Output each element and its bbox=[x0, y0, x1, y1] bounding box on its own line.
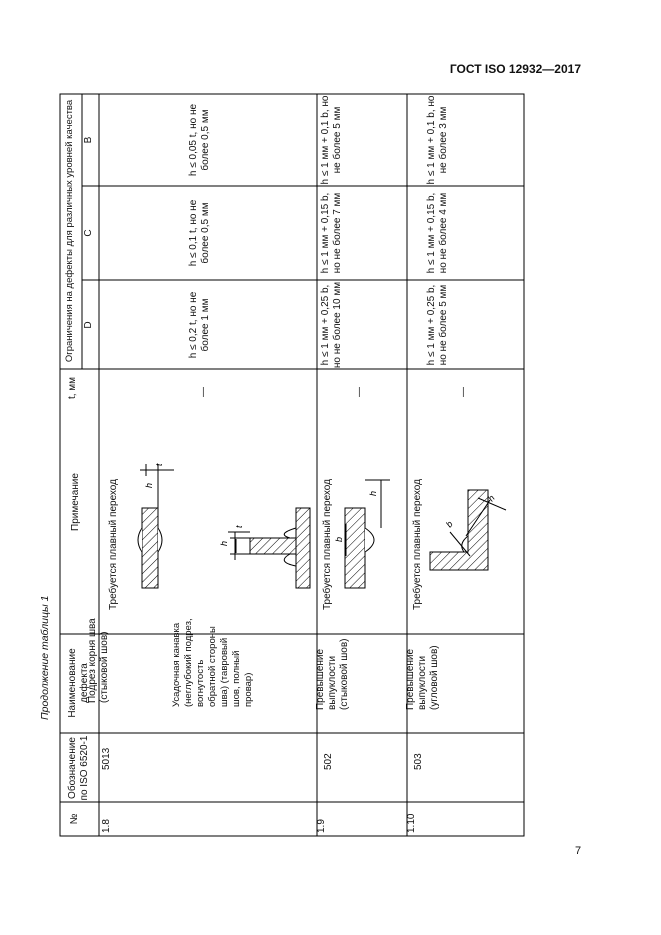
svg-text:h: h bbox=[485, 493, 497, 504]
row-1-8-level-d: h ≤ 0,2 t, но не более 1 мм bbox=[188, 291, 211, 359]
row-1-8-sketch bbox=[100, 446, 315, 621]
col-header-num: № bbox=[69, 813, 80, 825]
row-1-8-designation: 5013 bbox=[101, 747, 112, 770]
row-1-10-level-d: h ≤ 1 мм + 0,25 b, но не более 5 мм bbox=[426, 284, 449, 366]
row-1-8-note: Требуется плавный переход bbox=[108, 479, 119, 610]
row-1-9-level-b: h ≤ 1 мм + 0,1 b, но не более 5 мм bbox=[320, 95, 343, 185]
row-1-10-t: — bbox=[458, 387, 469, 397]
svg-text:t: t bbox=[154, 463, 164, 466]
col-header-designation: Обозначение по ISO 6520-1 bbox=[67, 735, 90, 801]
svg-text:b: b bbox=[443, 519, 455, 530]
page-number: 7 bbox=[575, 845, 582, 857]
row-1-8-t: — bbox=[198, 387, 209, 397]
row-1-10-num: 1.10 bbox=[406, 813, 417, 833]
table-caption: Продолжение таблицы 1 bbox=[39, 595, 51, 720]
row-1-9-level-c: h ≤ 1 мм + 0,15 b, но не более 7 мм bbox=[320, 192, 343, 274]
standard-header: ГОСТ ISO 12932—2017 bbox=[449, 62, 581, 76]
svg-text:b: b bbox=[334, 536, 344, 542]
col-header-level-d: D bbox=[83, 321, 94, 329]
row-1-9-name: Превышение выпуклости (стыковой шов) bbox=[315, 638, 350, 710]
row-1-10-sketch bbox=[420, 480, 520, 590]
row-1-8-name-2: Усадочная канавка (неглубокий подрез, вогнутость обратной стороны шва) (тавровый шов, полный провар) bbox=[171, 618, 254, 707]
svg-text:h: h bbox=[144, 482, 154, 488]
col-header-t: t, мм bbox=[67, 376, 78, 400]
col-header-limits: Ограничения на дефекты для различных уровней качества bbox=[64, 99, 75, 363]
svg-text:h: h bbox=[219, 540, 229, 546]
row-1-10-note: Требуется плавный переход bbox=[412, 479, 423, 610]
svg-text:h: h bbox=[368, 490, 378, 496]
row-1-10-designation: 503 bbox=[413, 753, 424, 770]
row-1-8-level-b: h ≤ 0,05 t, но не более 0,5 мм bbox=[188, 103, 211, 177]
svg-text:t: t bbox=[234, 525, 244, 528]
row-1-10-level-c: h ≤ 1 мм + 0,15 b, но не более 4 мм bbox=[426, 192, 449, 274]
row-1-9-designation: 502 bbox=[323, 753, 334, 770]
col-header-level-b: B bbox=[83, 136, 94, 144]
row-1-9-sketch bbox=[334, 470, 400, 590]
row-1-8-level-c: h ≤ 0,1 t, но не более 0,5 мм bbox=[188, 199, 211, 267]
row-1-8-num: 1.8 bbox=[101, 819, 112, 833]
row-1-9-num: 1.9 bbox=[316, 819, 327, 833]
col-header-note: Примечание bbox=[70, 473, 81, 531]
col-header-name: Наименование дефекта bbox=[67, 648, 90, 718]
row-1-9-level-d: h ≤ 1 мм + 0,25 b, но не более 10 мм bbox=[320, 281, 343, 369]
row-1-9-note: Требуется плавный переход bbox=[322, 479, 333, 610]
row-1-9-t: — bbox=[354, 387, 365, 397]
col-header-level-c: C bbox=[83, 229, 94, 237]
row-1-8-name-1: Подрез корня шва (стыковой шов) bbox=[87, 618, 110, 703]
row-1-10-level-b: h ≤ 1 мм + 0,1 b, но не более 3 мм bbox=[426, 95, 449, 185]
row-1-10-name: Превышение выпуклости (угловой шов) bbox=[405, 645, 440, 710]
